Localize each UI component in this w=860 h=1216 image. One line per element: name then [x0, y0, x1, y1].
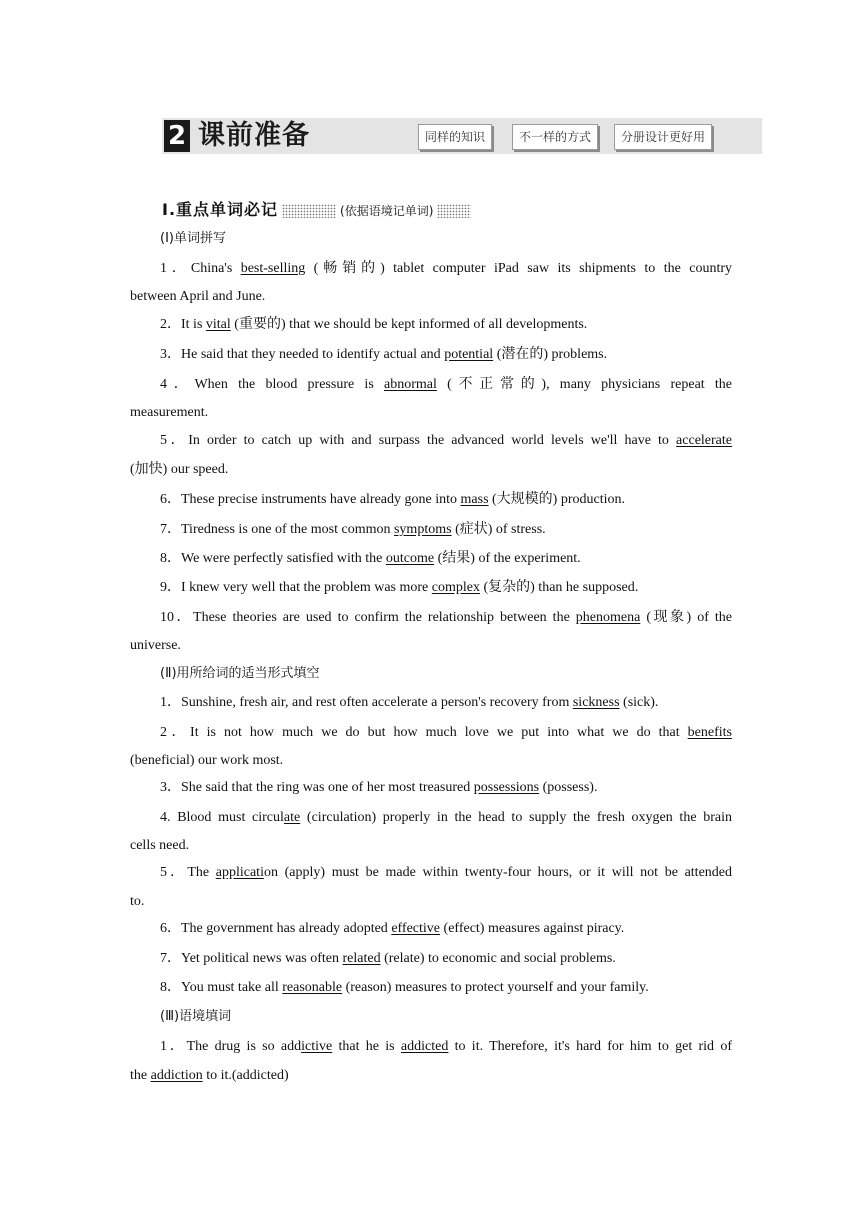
- banner-number: 2: [164, 120, 190, 152]
- list-item-continuation: universe.: [130, 638, 181, 653]
- answer: accelerate: [676, 433, 732, 448]
- list-item-continuation: cells need.: [130, 838, 190, 853]
- answer: possessions: [473, 780, 540, 795]
- list-item: 1．The drug is so addictive that he is addicted to it. Therefore, it's hard for him to get rid of: [160, 1039, 732, 1054]
- answer: mass: [460, 492, 489, 507]
- list-item: 8．We were perfectly satisfied with the outcome (结果) of the experiment.: [160, 551, 581, 566]
- list-item: 6．The government has already adopted effective (effect) measures against piracy.: [160, 921, 625, 936]
- list-item-continuation: to.: [130, 894, 145, 909]
- dotted-divider: [437, 204, 471, 218]
- answer: abnormal: [384, 377, 437, 392]
- section-banner: [162, 118, 762, 154]
- list-item: 1．China's best-selling (畅销的) tablet computer iPad saw its shipments to the country: [160, 261, 732, 276]
- answer: complex: [431, 580, 480, 595]
- section-subtitle: (依据语境记单词): [340, 204, 434, 218]
- list-item-continuation: (加快) our speed.: [130, 462, 229, 477]
- list-item: 6．These precise instruments have already gone into mass (大规模的) production.: [160, 492, 625, 507]
- list-item: 7．Tiredness is one of the most common symptoms (症状) of stress.: [160, 522, 546, 537]
- list-item: 10．These theories are used to confirm the relationship between the phenomena (现象) of the: [160, 610, 732, 625]
- list-item: 4．When the blood pressure is abnormal (不正常的), many physicians repeat the: [160, 377, 732, 392]
- answer: effective: [391, 921, 441, 936]
- list-item: 7．Yet political news was often related (relate) to economic and social problems.: [160, 951, 616, 966]
- answer: sickness: [572, 695, 620, 710]
- answer: applicati: [215, 865, 264, 880]
- answer: ictive: [301, 1039, 333, 1054]
- answer: addiction: [150, 1068, 203, 1083]
- answer: potential: [444, 347, 494, 362]
- part1-heading: (Ⅰ)单词拼写: [160, 231, 226, 246]
- answer: phenomena: [575, 610, 641, 625]
- answer: related: [342, 951, 381, 966]
- section-title: Ⅰ.重点单词必记: [162, 200, 279, 219]
- banner-tag-2: 不一样的方式: [512, 124, 598, 150]
- answer: reasonable: [282, 980, 343, 995]
- answer: vital: [205, 317, 231, 332]
- answer: addicted: [400, 1039, 449, 1054]
- list-item-continuation: measurement.: [130, 405, 209, 420]
- list-item-continuation: (beneficial) our work most.: [130, 753, 284, 768]
- part3-heading: (Ⅲ)语境填词: [160, 1009, 232, 1024]
- list-item: 5．The application (apply) must be made within twenty-four hours, or it will not be attended: [160, 865, 732, 880]
- list-item: 5．In order to catch up with and surpass the advanced world levels we'll have to accelerate: [160, 433, 732, 448]
- list-item: 4. Blood must circulate (circulation) properly in the head to supply the fresh oxygen the brain: [160, 810, 732, 825]
- answer: best-selling: [240, 261, 306, 276]
- list-item: 9．I knew very well that the problem was more complex (复杂的) than he supposed.: [160, 580, 639, 595]
- answer: outcome: [385, 551, 435, 566]
- part2-heading: (Ⅱ)用所给词的适当形式填空: [160, 666, 320, 681]
- dotted-divider: [282, 204, 336, 218]
- section-heading: [162, 198, 471, 222]
- list-item: 8．You must take all reasonable (reason) measures to protect yourself and your family.: [160, 980, 649, 995]
- answer: ate: [283, 810, 301, 825]
- banner-title: 课前准备: [198, 120, 310, 151]
- list-item: 1．Sunshine, fresh air, and rest often accelerate a person's recovery from sickness (sick).: [160, 695, 659, 710]
- list-item: 2．It is vital (重要的) that we should be kept informed of all developments.: [160, 317, 588, 332]
- list-item: 3．She said that the ring was one of her most treasured possessions (possess).: [160, 780, 598, 795]
- answer: symptoms: [393, 522, 452, 537]
- list-item-continuation: between April and June.: [130, 289, 266, 304]
- banner-tag-3: 分册设计更好用: [614, 124, 712, 150]
- list-item: 3．He said that they needed to identify actual and potential (潜在的) problems.: [160, 347, 608, 362]
- list-item: 2．It is not how much we do but how much love we put into what we do that benefits: [160, 725, 732, 740]
- list-item-continuation: the addiction to it.(addicted): [130, 1068, 289, 1083]
- banner-tag-1: 同样的知识: [418, 124, 492, 150]
- answer: benefits: [687, 725, 732, 740]
